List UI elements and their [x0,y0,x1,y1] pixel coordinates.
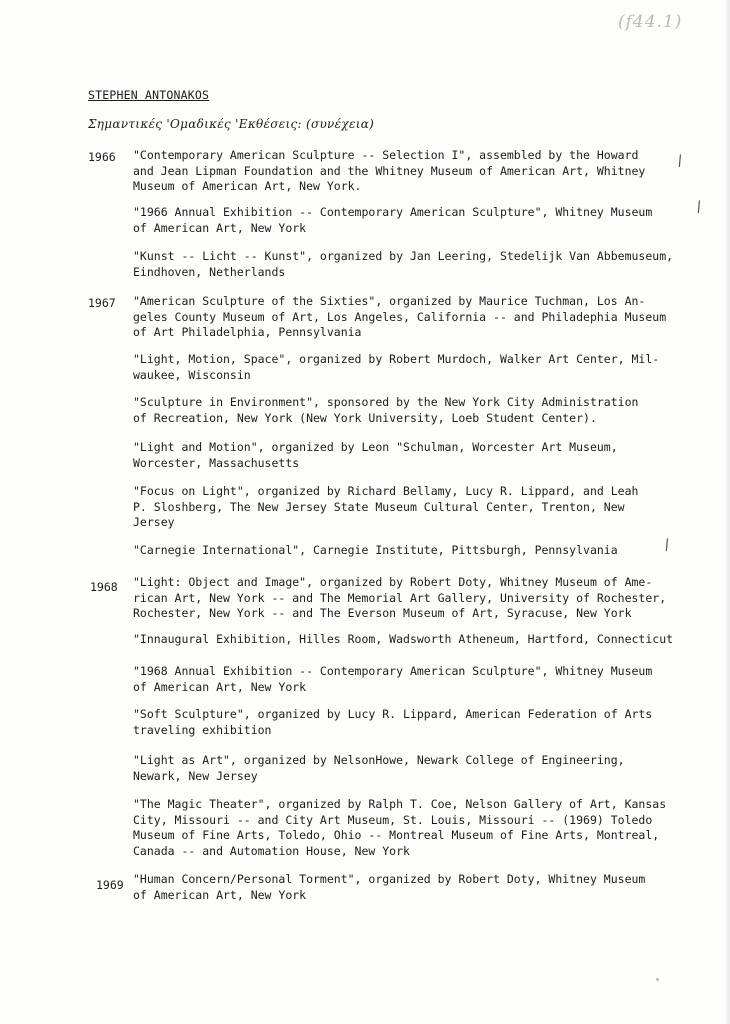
year-label-1969: 1969 [96,878,124,892]
exhibition-entry: "1968 Annual Exhibition -- Contemporary American Sculpture", Whitney Museum of American Art, New York [133,664,653,694]
exhibition-entry: "Light: Object and Image", organized by Robert Doty, Whitney Museum of Ame- rican Art, New York -- and The Memorial Art Gallery, University of Rochester, Rochester, New York -- and The Everson Museum of Art, Syracuse, New York [133,575,667,620]
author-heading: STEPHEN ANTONAKOS [88,88,210,102]
handwritten-page-note: (f44.1) [618,12,683,32]
exhibition-entry: "Contemporary American Sculpture -- Selection I", assembled by the Howard and Jean Lipman Foundation and the Whitney Museum of American Art, Whitney Museum of American Art, New York. [133,148,646,193]
paper-speck [656,978,659,981]
exhibition-entry: "1966 Annual Exhibition -- Contemporary American Sculpture", Whitney Museum of American Art, New York [133,205,653,235]
exhibition-entry: "Carnegie International", Carnegie Institute, Pittsburgh, Pennsylvania [133,543,618,557]
exhibition-entry: "American Sculpture of the Sixties", organized by Maurice Tuchman, Los An- geles County Museum of Art, Los Angeles, California -- and Philadephia Museum of Art Philadelphia, Pennsylvania [133,294,667,339]
pencil-check-mark-icon: / [660,536,674,554]
page-edge-shadow [724,0,730,1024]
exhibition-entry: "Light, Motion, Space", organized by Robert Murdoch, Walker Art Center, Mil- waukee, Wisconsin [133,352,660,382]
exhibition-entry: "Sculpture in Environment", sponsored by the New York City Administration of Recreation, New York (New York University, Loeb Student Center). [133,395,639,425]
exhibition-entry: "Human Concern/Personal Torment", organized by Robert Doty, Whitney Museum of American Art, New York [133,872,646,902]
exhibition-entry: "Innaugural Exhibition, Hilles Room, Wadsworth Atheneum, Hartford, Connecticut [133,632,674,646]
exhibition-entry: "The Magic Theater", organized by Ralph T. Coe, Nelson Gallery of Art, Kansas City, Missouri -- and City Art Museum, St. Louis, Missouri -- (1969) Toledo Museum of Fine Arts, Toledo, Ohio -- Montreal Museum of Fine Arts, Montreal, Canada -- and Automation House, New York [133,797,667,858]
pencil-check-mark-icon: / [673,152,687,170]
exhibition-entry: "Light and Motion", organized by Leon "Schulman, Worcester Art Museum, Worcester, Massachusetts [133,440,618,470]
year-label-1966: 1966 [88,150,116,164]
section-subtitle: Σημαντικές 'Ομαδικές 'Εκθέσεις: (συνέχεια) [88,117,375,131]
pencil-check-mark-icon: / [692,198,706,216]
year-label-1967: 1967 [88,296,116,310]
exhibition-entry: "Focus on Light", organized by Richard Bellamy, Lucy R. Lippard, and Leah P. Sloshberg, The New Jersey State Museum Cultural Center, Trenton, New Jersey [133,484,639,529]
exhibition-entry: "Soft Sculpture", organized by Lucy R. Lippard, American Federation of Arts traveling exhibition [133,707,653,737]
exhibition-entry: "Kunst -- Licht -- Kunst", organized by Jan Leering, Stedelijk Van Abbemuseum, Eindhoven, Netherlands [133,249,674,279]
exhibition-entry: "Light as Art", organized by NelsonHowe, Newark College of Engineering, Newark, New Jersey [133,753,625,783]
year-label-1968: 1968 [90,580,118,594]
